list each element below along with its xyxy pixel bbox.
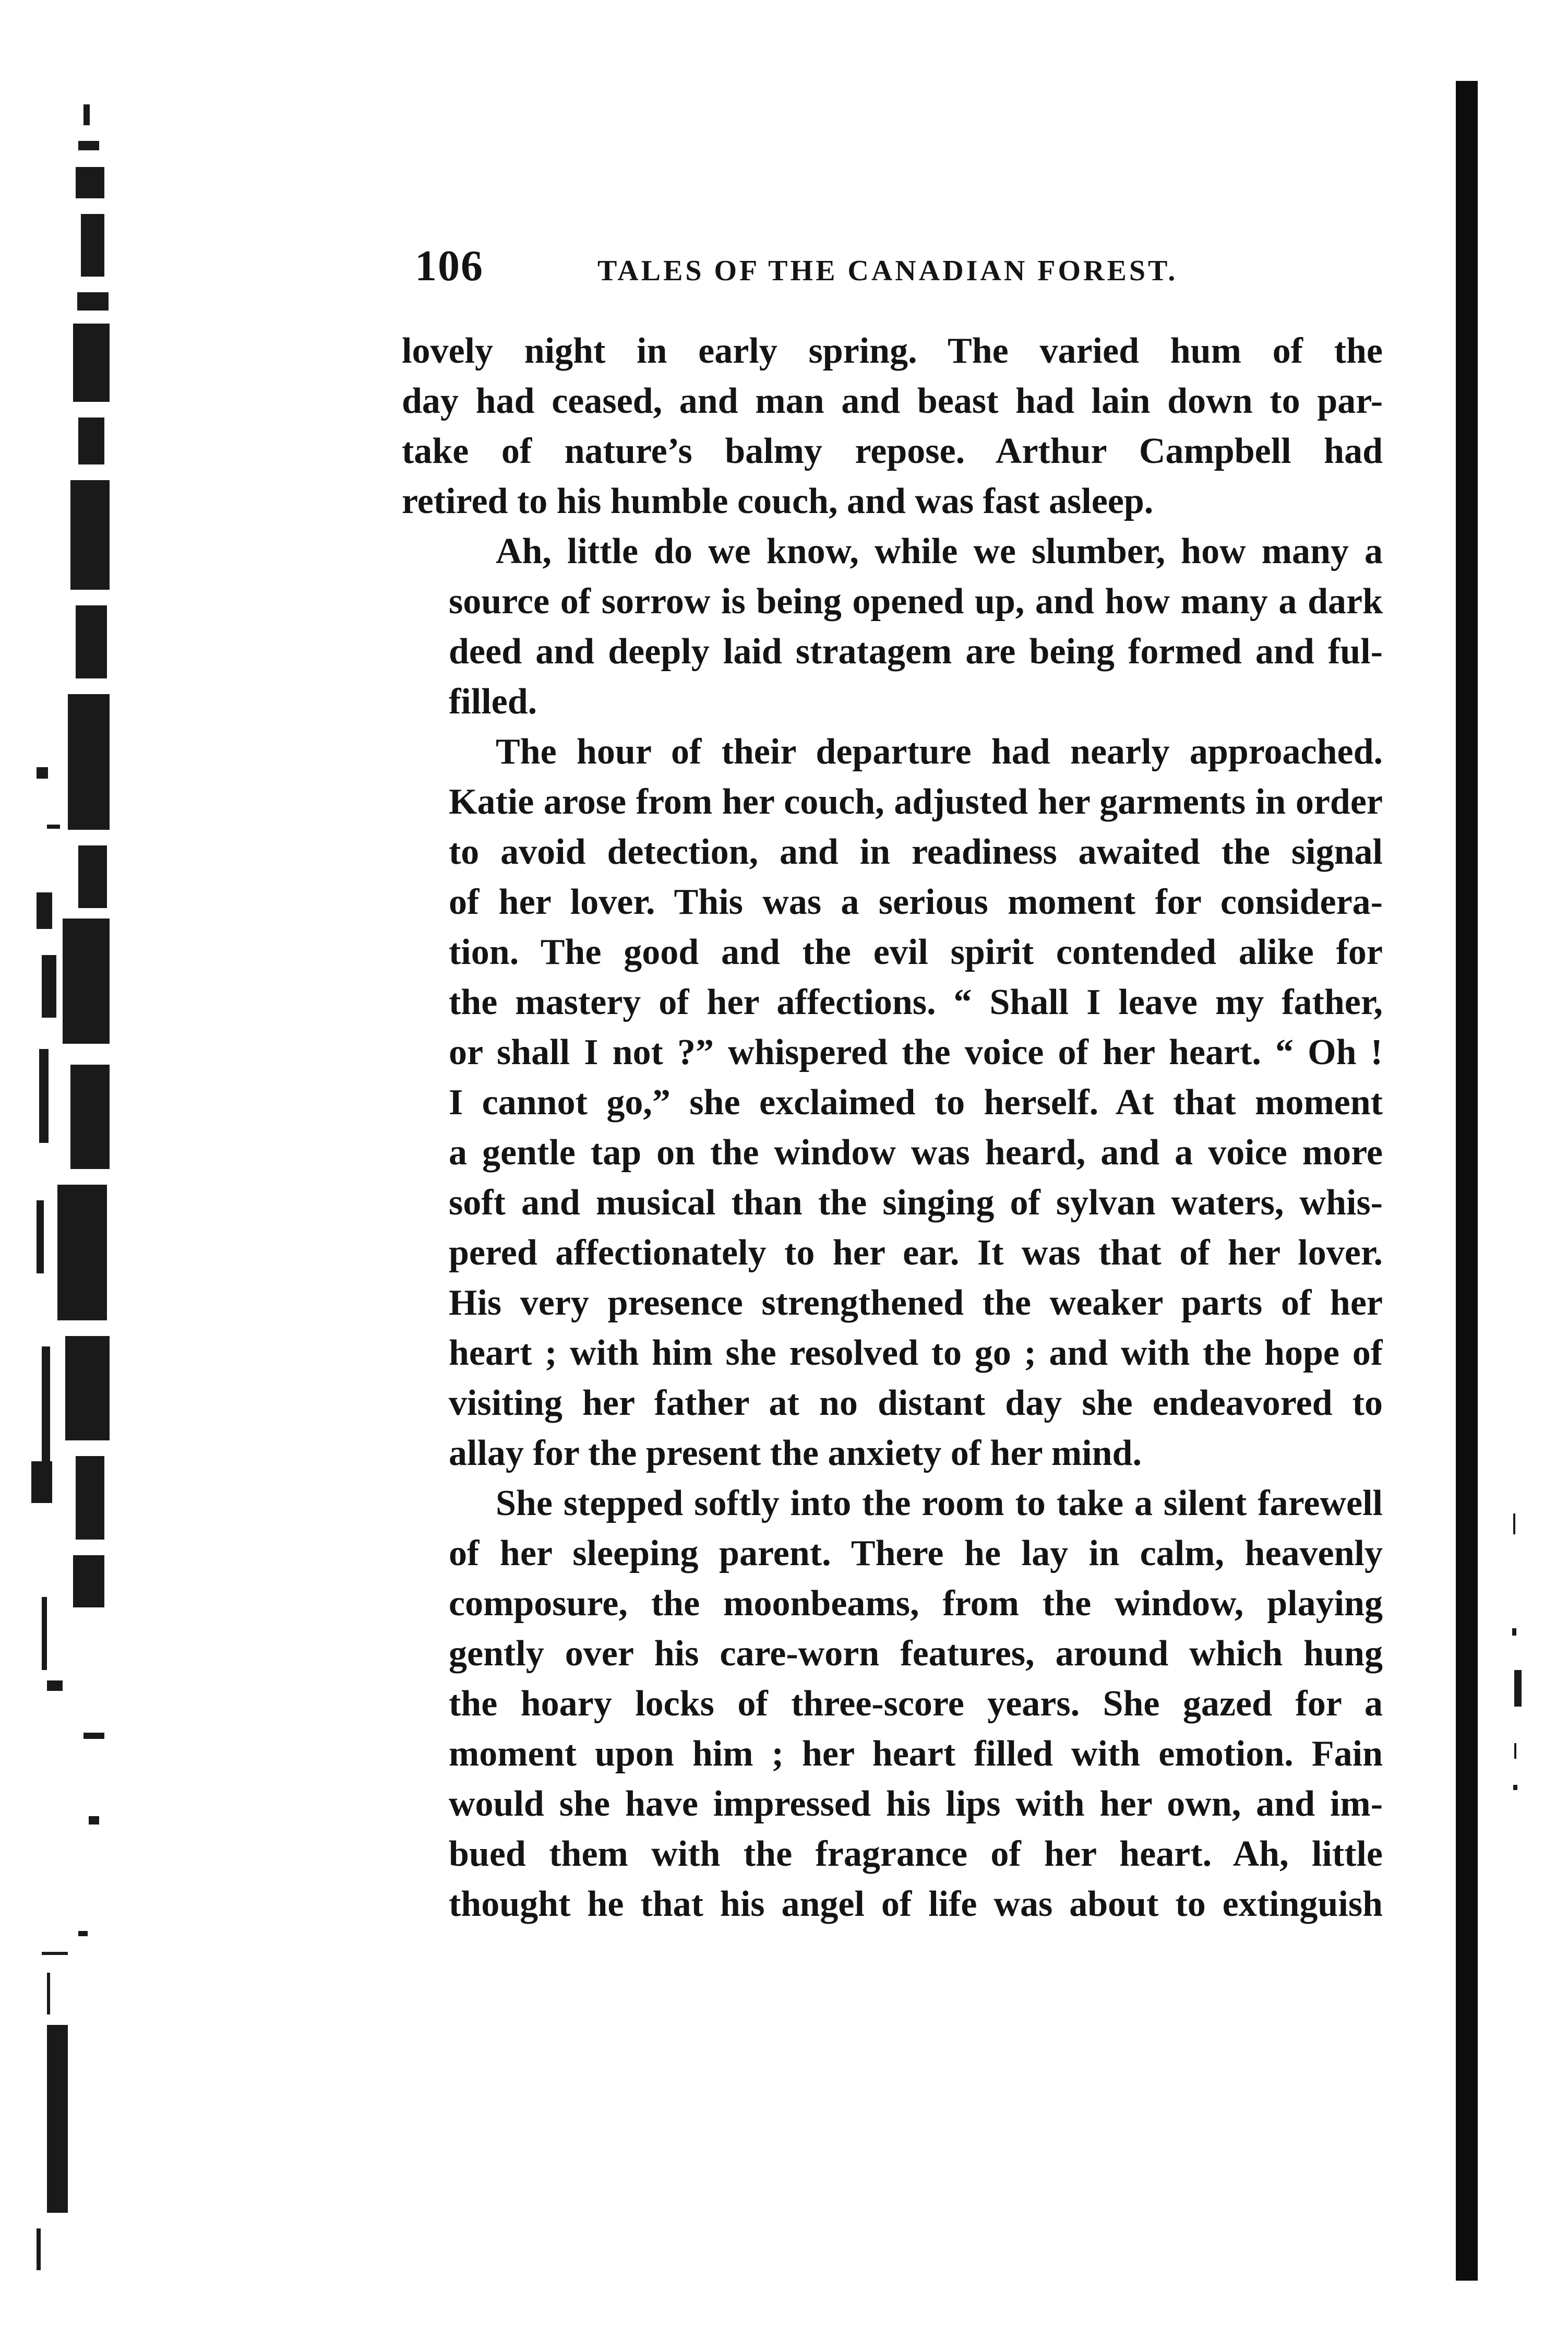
- text-line: or shall I not ?” whispered the voice of her heart. “ Oh !: [449, 1032, 1383, 1072]
- text-line: a gentle tap on the window was heard, and a voice more: [449, 1132, 1383, 1173]
- paragraph: [402, 527, 1383, 727]
- text-line: His very presence strengthened the weaker parts of her: [449, 1283, 1383, 1323]
- text-line: the hoary locks of three-score years. She gazed for a: [449, 1684, 1383, 1724]
- text-line: bued them with the fragrance of her heart. Ah, little: [449, 1834, 1383, 1874]
- text-line: soft and musical than the singing of sylvan waters, whis-: [449, 1183, 1383, 1223]
- text-line: visiting her father at no distant day she endeavored to: [449, 1383, 1383, 1423]
- body-text: [402, 326, 1383, 1929]
- text-line: Ah, little do we know, while we slumber, how many a: [496, 531, 1383, 571]
- text-line: would she have impressed his lips with her own, and im-: [449, 1784, 1383, 1824]
- text-line: lovely night in early spring. The varied hum of the: [402, 331, 1383, 371]
- text-line: The hour of their departure had nearly approached.: [496, 732, 1383, 772]
- binding-edge-noise: [26, 94, 115, 2286]
- text-line: filled.: [449, 682, 537, 722]
- text-line: source of sorrow is being opened up, and how many a dark: [449, 581, 1383, 622]
- text-line: of her lover. This was a serious moment for considera-: [449, 882, 1383, 922]
- text-line: take of nature’s balmy repose. Arthur Campbell had: [402, 431, 1383, 471]
- text-line: deed and deeply laid stratagem are being formed and ful-: [449, 631, 1383, 672]
- right-edge-specks: [1503, 1513, 1534, 1983]
- text-line: moment upon him ; her heart filled with emotion. Fain: [449, 1734, 1383, 1774]
- text-line: heart ; with him she resolved to go ; and with the hope of: [449, 1333, 1383, 1373]
- paragraph: [402, 1478, 1383, 1929]
- text-line: gently over his care-worn features, around which hung: [449, 1633, 1383, 1674]
- text-line: thought he that his angel of life was about to extinguish: [449, 1884, 1383, 1924]
- paragraph: [402, 326, 1383, 527]
- text-line: the mastery of her affections. “ Shall I leave my father,: [449, 982, 1383, 1022]
- running-head: [415, 237, 1383, 295]
- text-line: allay for the present the anxiety of her mind.: [449, 1433, 1142, 1473]
- text-line: I cannot go,” she exclaimed to herself. At that moment: [449, 1082, 1383, 1123]
- text-line: She stepped softly into the room to take a silent farewell: [496, 1483, 1383, 1523]
- text-line: of her sleeping parent. There he lay in calm, heavenly: [449, 1533, 1383, 1573]
- text-line: pered affectionately to her ear. It was that of her lover.: [449, 1233, 1383, 1273]
- text-line: retired to his humble couch, and was fast asleep.: [402, 481, 1154, 521]
- text-line: tion. The good and the evil spirit contended alike for: [449, 932, 1383, 972]
- text-line: Katie arose from her couch, adjusted her garments in order: [449, 782, 1383, 822]
- paragraph: [402, 727, 1383, 1478]
- text-line: to avoid detection, and in readiness awaited the signal: [449, 832, 1383, 872]
- page-number: 106: [415, 242, 484, 290]
- text-line: day had ceased, and man and beast had lain down to par-: [402, 381, 1383, 421]
- gutter-shadow-bar: [1456, 81, 1478, 2281]
- running-title: TALES OF THE CANADIAN FOREST.: [597, 255, 1178, 287]
- text-line: composure, the moonbeams, from the window, playing: [449, 1583, 1383, 1624]
